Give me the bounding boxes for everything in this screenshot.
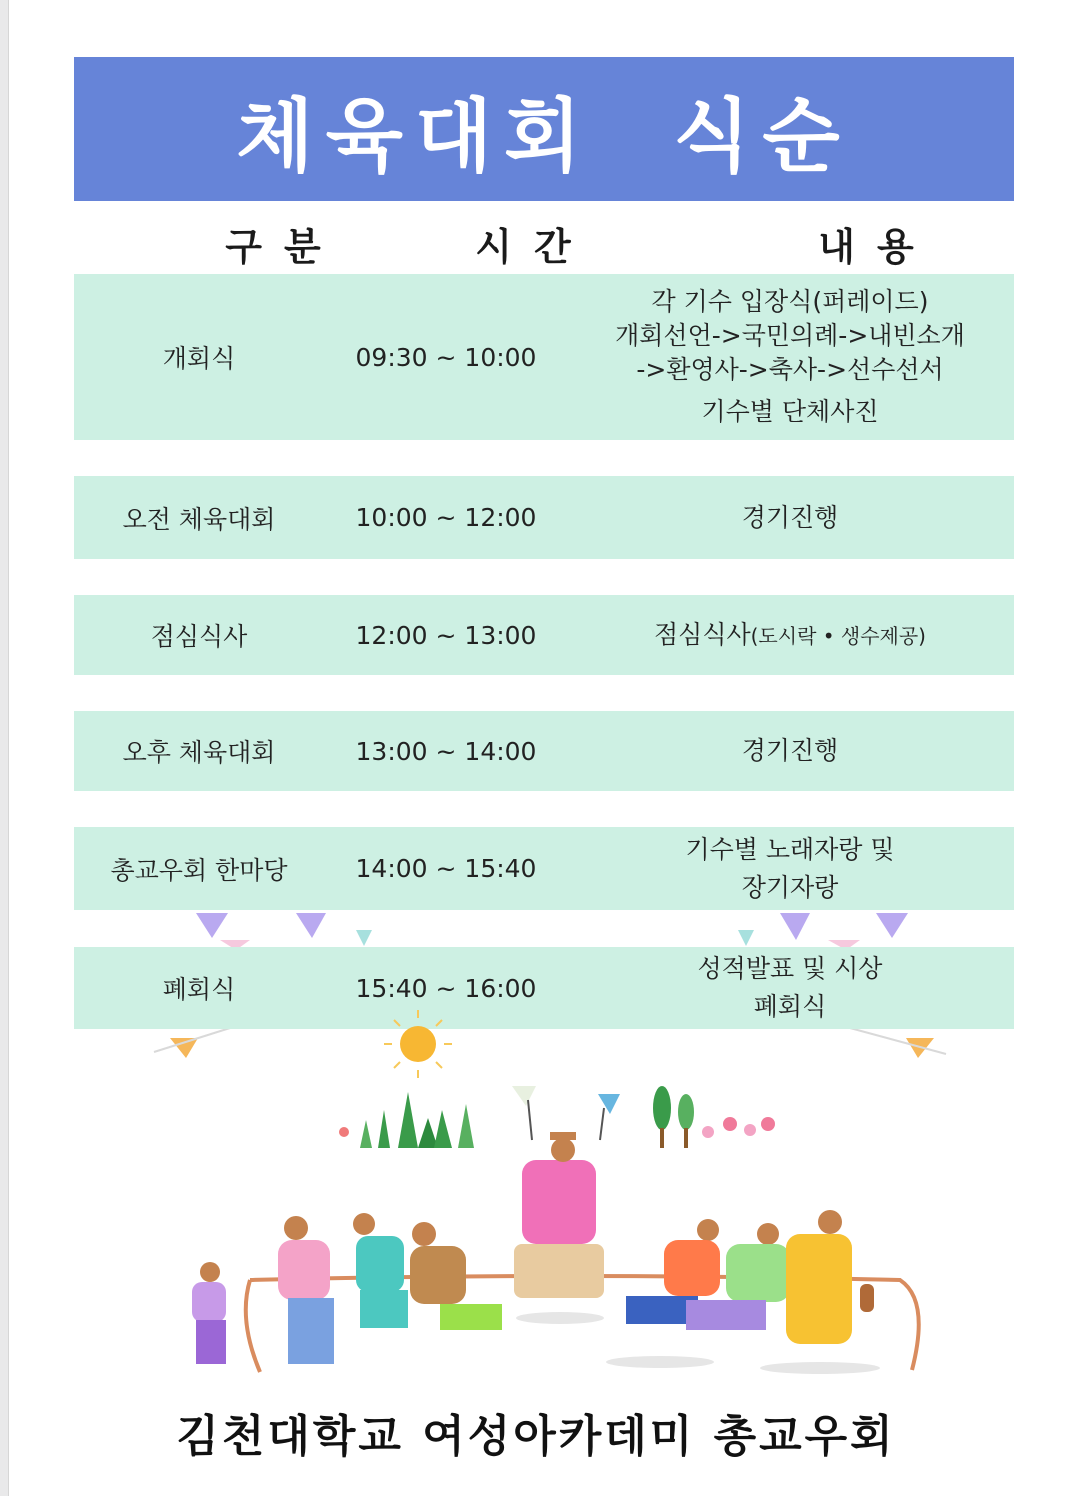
flags-icon [512,1086,620,1140]
row-time: 14:00 ~ 15:40 [355,854,537,883]
row-category: 폐회식 [162,975,236,1004]
row-content-line: 각 기수 입장식(퍼레이드) [651,287,929,316]
row-time: 10:00 ~ 12:00 [355,503,537,532]
row-content-line: 경기진행 [741,736,839,765]
header-category: 구분 [225,225,343,269]
row-content-line: 장기자랑 [741,872,839,902]
row-category: 총교우회 한마당 [110,855,288,885]
page-title: 체육대회 식순 [236,89,852,183]
header-content: 내용 [818,225,936,269]
header-time: 시간 [475,225,593,269]
row-time: 15:40 ~ 16:00 [355,973,537,1003]
row-category: 오후 체육대회 [122,738,276,767]
row-time: 09:30 ~ 10:00 [355,342,537,372]
trees-left [339,1092,474,1148]
row-content-line: ->환영사->축사->선수선서 [636,355,944,384]
sun-icon [384,1010,452,1078]
right-team [606,1210,880,1374]
row-content-line: 기수별 단체사진 [701,397,879,426]
row-content-line: 기수별 노래자랑 및 [685,834,895,864]
organizer-footer: 김천대학교 여성아카데미 총교우회 [176,1411,896,1462]
row-category: 오전 체육대회 [122,504,276,534]
left-team [192,1213,502,1364]
row-time: 12:00 ~ 13:00 [355,620,537,650]
row-time: 13:00 ~ 14:00 [355,736,537,766]
row-content-line: 개회선언->국민의례->내빈소개 [615,321,965,350]
row-content-line: 폐회식 [753,992,827,1021]
row-content-line: 점심식사(도시락 • 생수제공) [654,619,926,649]
row-category: 개회식 [162,344,236,373]
row-category: 점심식사 [150,622,248,651]
referee-figure [514,1132,604,1324]
trees-right [653,1086,775,1148]
row-content-line: 경기진행 [741,502,839,532]
row-content-line: 성적발표 및 시상 [697,954,883,983]
